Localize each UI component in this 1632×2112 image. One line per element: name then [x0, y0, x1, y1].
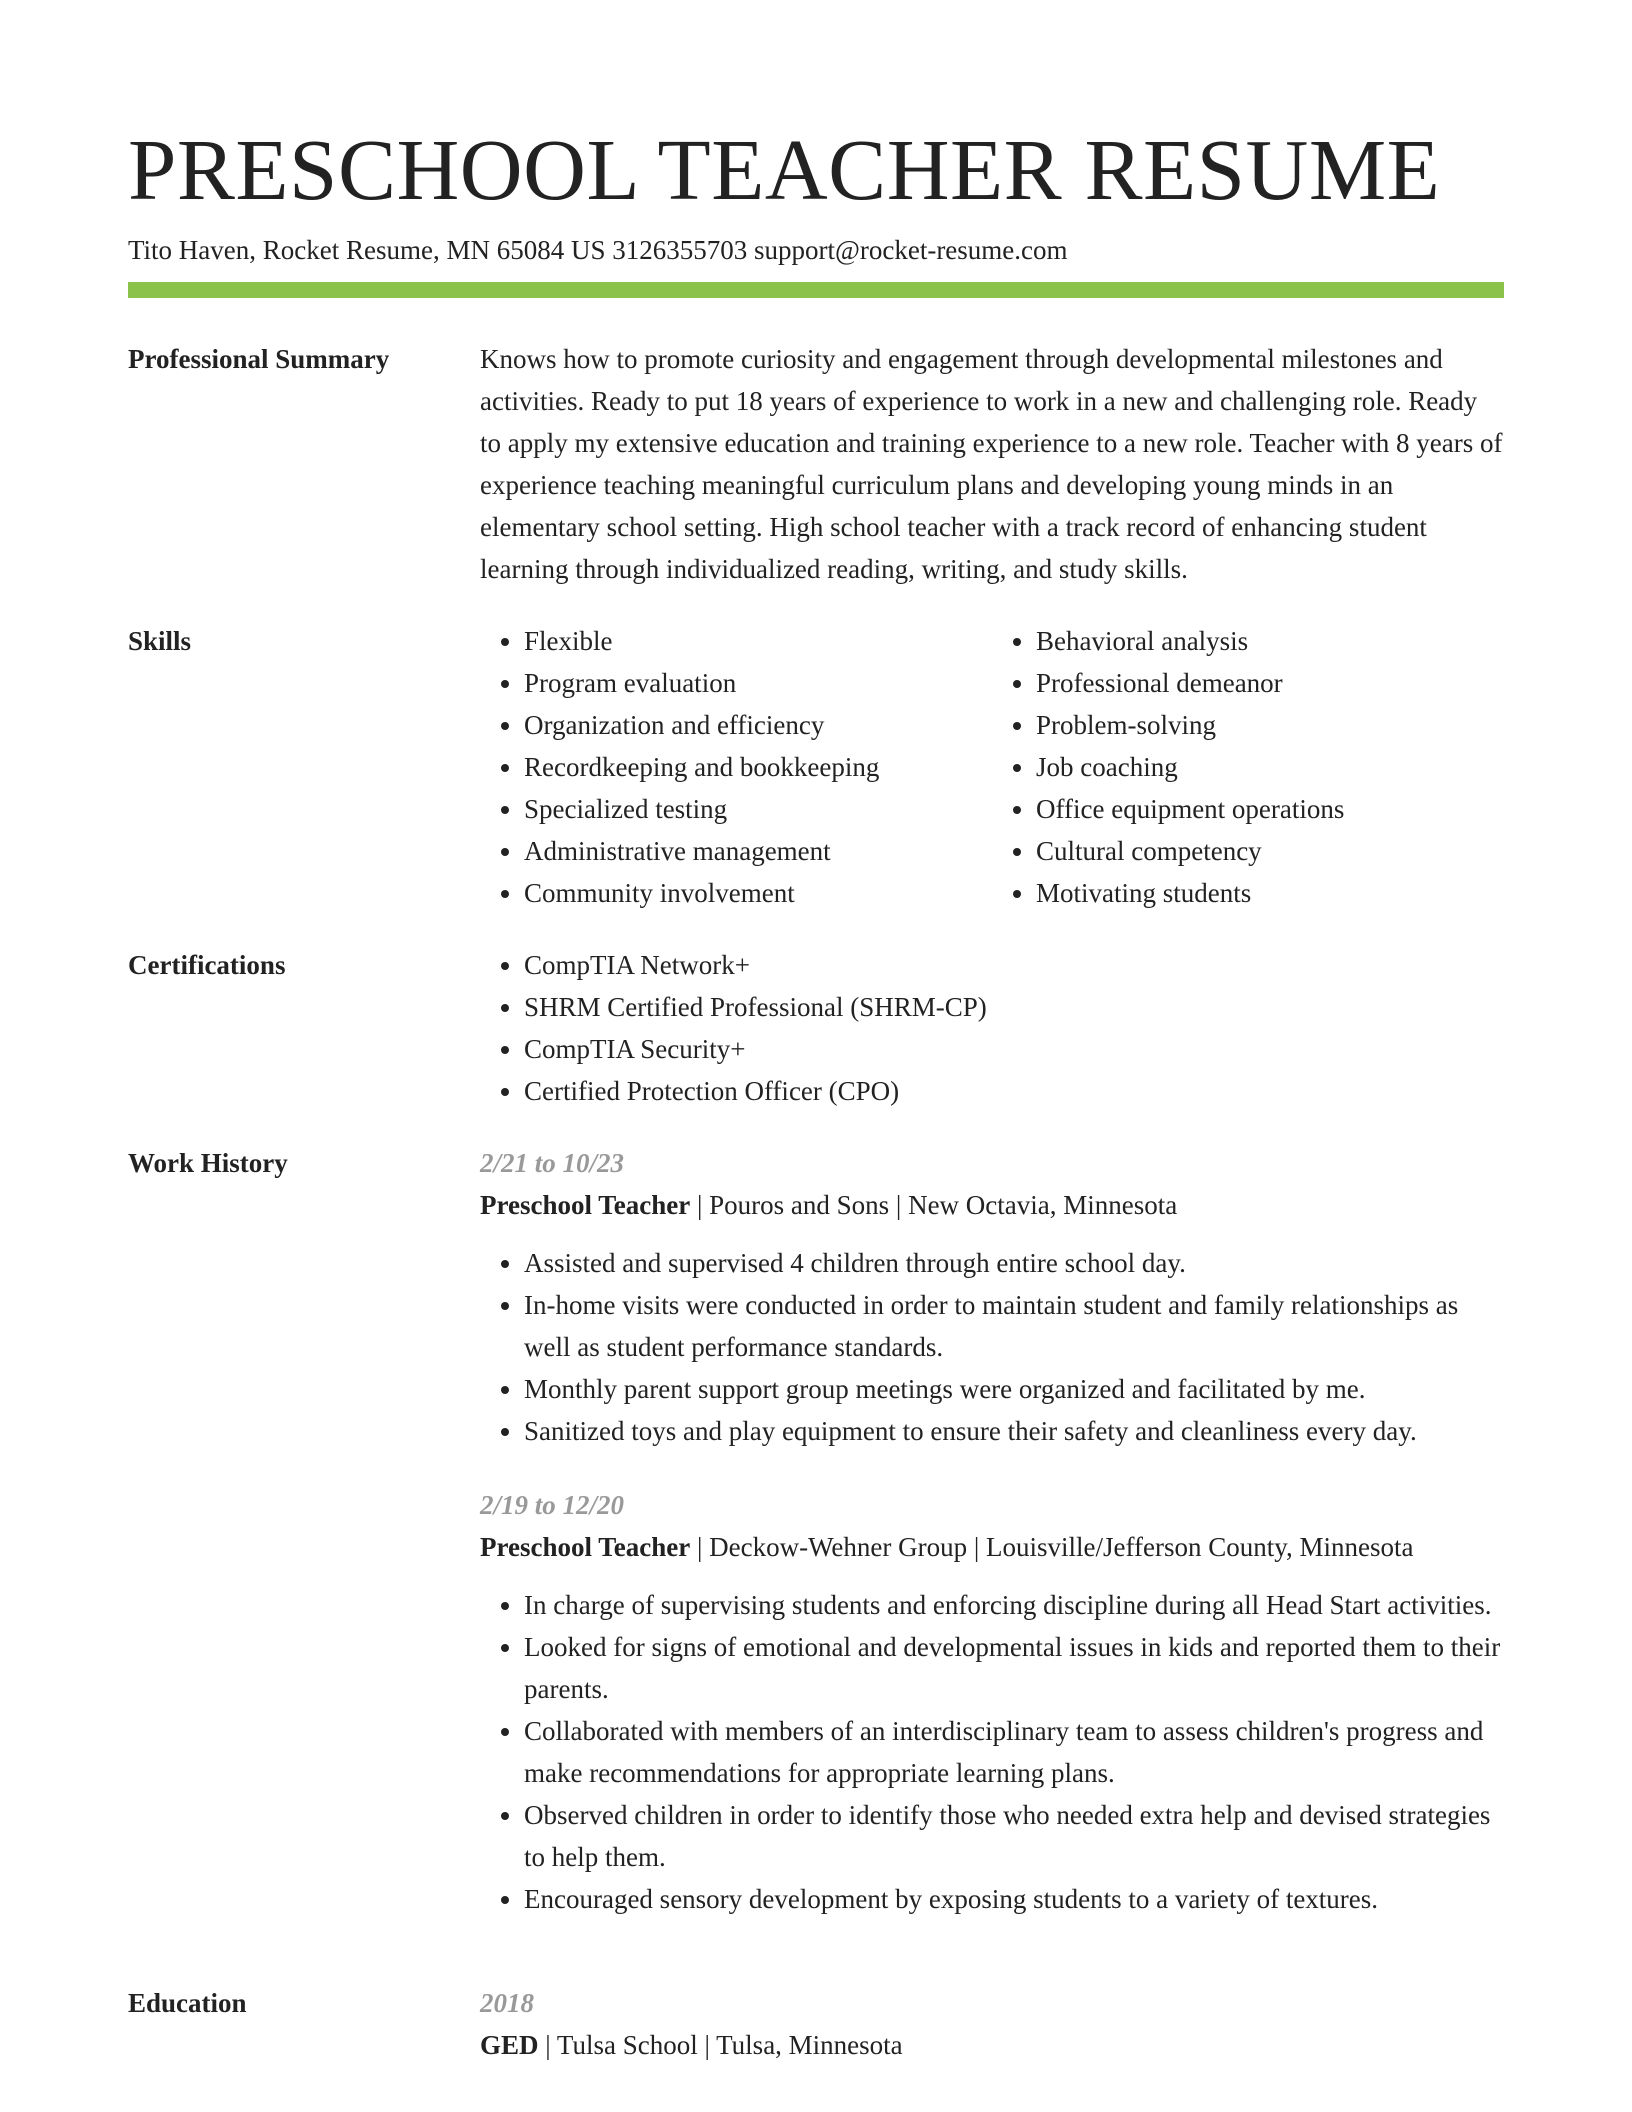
job-employer: | Deckow-Wehner Group | Louisville/Jefferson County, Minnesota	[690, 1532, 1414, 1562]
job-duty: • Sanitized toys and play equipment to ensure their safety and cleanliness every day.	[524, 1410, 1504, 1452]
accent-divider	[128, 282, 1504, 298]
job-duty: • Looked for signs of emotional and developmental issues in kids and reported them to their parents.	[524, 1626, 1504, 1710]
job-dates: 2/19 to 12/20	[480, 1490, 625, 1520]
job-position: Preschool Teacher	[480, 1532, 691, 1562]
job-entry	[480, 1484, 1504, 1920]
summary-section	[128, 338, 1504, 590]
skill-item: • Job coaching	[1036, 746, 1504, 788]
job-employer: | Pouros and Sons | New Octavia, Minnesota	[690, 1190, 1178, 1220]
work-history-heading: Work History	[128, 1148, 288, 1178]
skill-item: • Program evaluation	[524, 662, 992, 704]
skills-list-right	[992, 620, 1504, 914]
certification-item: • Certified Protection Officer (CPO)	[524, 1070, 1504, 1112]
education-line	[480, 2024, 1504, 2066]
skill-item: • Recordkeeping and bookkeeping	[524, 746, 992, 788]
education-heading: Education	[128, 1988, 247, 2018]
skill-item: • Problem-solving	[1036, 704, 1504, 746]
skill-item: • Flexible	[524, 620, 992, 662]
work-history-section	[128, 1142, 1504, 1952]
summary-heading: Professional Summary	[128, 344, 390, 374]
job-duties	[480, 1242, 1504, 1452]
job-position: Preschool Teacher	[480, 1190, 691, 1220]
skills-heading: Skills	[128, 626, 192, 656]
job-title-line	[480, 1526, 1504, 1568]
contact-line: Tito Haven, Rocket Resume, MN 65084 US 3126355703 support@rocket-resume.com	[128, 235, 1068, 265]
summary-text: Knows how to promote curiosity and engagement through developmental milestones and activities. Ready to put 18 years of experience to work in a new and challenging role. Ready to apply my extensive education and training experience to a new role. Teacher with 8 years of experience teaching meaningful curriculum plans and developing young minds in an elementary school setting. High school teacher with a track record of enhancing student learning through individualized reading, writing, and study skills.	[480, 344, 1503, 584]
skill-item: • Administrative management	[524, 830, 992, 872]
skills-section	[128, 620, 1504, 914]
skill-item: • Specialized testing	[524, 788, 992, 830]
job-duty: • In-home visits were conducted in order to maintain student and family relationships as well as student performance standards.	[524, 1284, 1504, 1368]
skill-item: • Professional demeanor	[1036, 662, 1504, 704]
job-duty: • In charge of supervising students and enforcing discipline during all Head Start activities.	[524, 1584, 1504, 1626]
skill-item: • Behavioral analysis	[1036, 620, 1504, 662]
education-dates: 2018	[480, 1988, 534, 2018]
education-degree: GED	[480, 2030, 539, 2060]
certifications-heading: Certifications	[128, 950, 286, 980]
education-section	[128, 1982, 1504, 2082]
education-school: | Tulsa School | Tulsa, Minnesota	[538, 2030, 903, 2060]
skill-item: • Community involvement	[524, 872, 992, 914]
job-duties	[480, 1584, 1504, 1920]
job-duty: • Encouraged sensory development by exposing students to a variety of textures.	[524, 1878, 1504, 1920]
resume-title: PRESCHOOL TEACHER RESUME	[128, 121, 1441, 218]
certifications-list	[480, 944, 1504, 1112]
job-entry	[480, 1142, 1504, 1452]
job-dates: 2/21 to 10/23	[480, 1148, 625, 1178]
certification-item: • SHRM Certified Professional (SHRM-CP)	[524, 986, 1504, 1028]
skills-list-left	[480, 620, 992, 914]
job-duty: • Collaborated with members of an interdisciplinary team to assess children's progress and make recommendations for appropriate learning plans.	[524, 1710, 1504, 1794]
job-duty: • Monthly parent support group meetings were organized and facilitated by me.	[524, 1368, 1504, 1410]
skill-item: • Cultural competency	[1036, 830, 1504, 872]
certifications-section	[128, 944, 1504, 1112]
certification-item: • CompTIA Network+	[524, 944, 1504, 986]
skill-item: • Motivating students	[1036, 872, 1504, 914]
job-duty: • Observed children in order to identify those who needed extra help and devised strategies to help them.	[524, 1794, 1504, 1878]
certification-item: • CompTIA Security+	[524, 1028, 1504, 1070]
skill-item: • Organization and efficiency	[524, 704, 992, 746]
skill-item: • Office equipment operations	[1036, 788, 1504, 830]
job-title-line	[480, 1184, 1504, 1226]
job-duty: • Assisted and supervised 4 children through entire school day.	[524, 1242, 1504, 1284]
